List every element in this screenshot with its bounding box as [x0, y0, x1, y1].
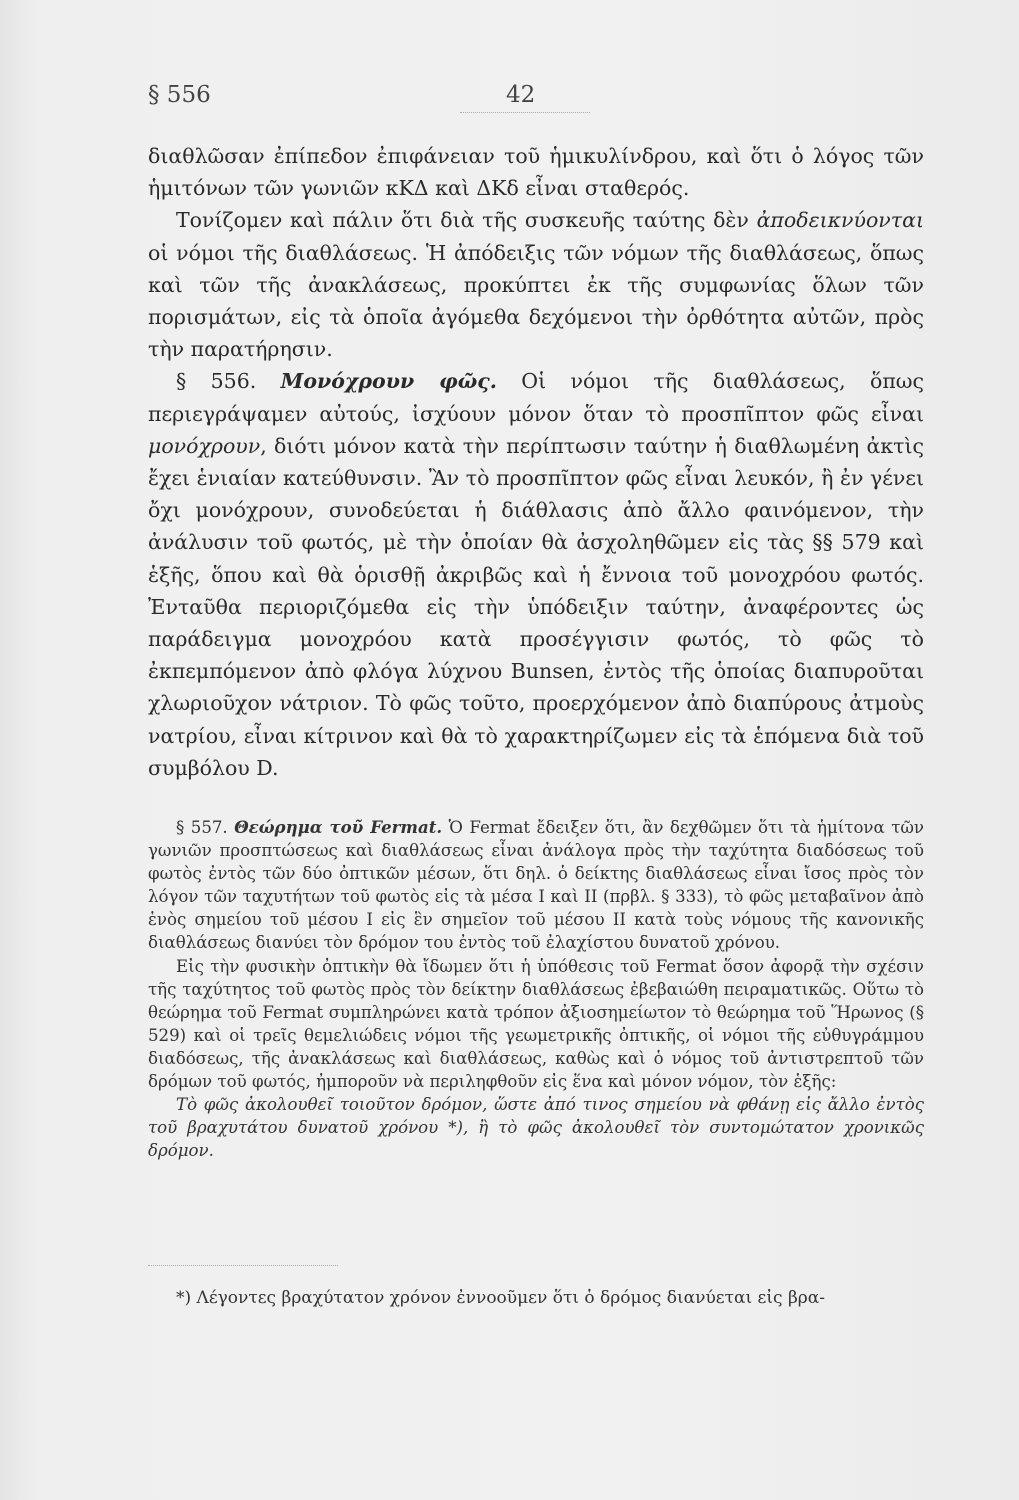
- footnote: [148, 1286, 924, 1310]
- section-556-number: § 556.: [176, 369, 281, 394]
- header-rule: [460, 112, 590, 113]
- footnote-text: *) Λέγοντες βραχύτατον χρόνον ἐννοοῦμεν ὅτι ὁ δρόμος διανύεται εἰς βρα-: [176, 1288, 825, 1308]
- paragraph-2-start: Τονίζομεν καὶ πάλιν ὅτι διὰ τῆς συσκευῆς ταύτης δὲν: [176, 208, 757, 233]
- footnote-rule: [148, 1265, 338, 1266]
- page-number: 42: [506, 82, 536, 108]
- paragraph-2: [148, 204, 924, 365]
- section-557-number: § 557.: [176, 818, 235, 837]
- section-556-title: Μονόχρουν φῶς.: [280, 369, 497, 394]
- main-text: [148, 140, 924, 784]
- paragraph-1: διαθλῶσαν ἐπίπεδον ἐπιφάνειαν τοῦ ἡμικυλίνδρου, καὶ ὅτι ὁ λόγος τῶν ἡμιτόνων τῶν γωνιῶν κΚΔ καὶ ΔΚδ εἶναι σταθερός.: [148, 144, 924, 201]
- fermat-principle-quote: Τὸ φῶς ἀκολουθεῖ τοιοῦτον δρόμον, ὥστε ἀπό τινος σημείου νὰ φθάνῃ εἰς ἄλλο ἐντὸς τοῦ βραχυτάτου δυνατοῦ χρόνου *), ἢ τὸ φῶς ἀκολουθεῖ τὸν συντομώτατον χρονικῶς δρόμον.: [148, 1095, 924, 1161]
- paragraph-2-emphasis: ἀποδεικνύονται: [756, 208, 924, 233]
- section-mark: § 556: [148, 82, 211, 108]
- section-556-rest: , διότι μόνον κατὰ τὴν περίπτωσιν ταύτην ἡ διαθλωμένη ἀκτὶς ἔχει ἑνιαίαν κατεύθυνσιν. Ἂν τὸ προσπῖπτον φῶς εἶναι λευκόν, ἢ ἐν γένει ὄχι μονόχρουν, συνοδεύεται ἡ διάθλασις ἀπὸ ἄλλο φαινόμενον, τὴν ἀνάλυσιν τοῦ φωτός, μὲ τὴν ὁποίαν θὰ ἀσχοληθῶμεν εἰς τὰς §§ 579 καὶ ἑξῆς, ὅπου καὶ θὰ ὁρισθῇ ἀκριβῶς καὶ ἡ ἔννοια τοῦ μονοχρόου φωτός. Ἐνταῦθα περιοριζόμεθα εἰς τὴν ὑπόδειξιν ταύτην, ἀναφέροντες ὡς παράδειγμα μονοχρόου κατὰ προσέγγισιν φωτός, τὸ φῶς τὸ ἐκπεμπόμενον ἀπὸ φλόγα λύχνου Bunsen, ἐντὸς τῆς ὁποίας διαπυροῦται χλωριοῦχον νάτριον. Τὸ φῶς τοῦτο, προερχόμενον ἀπὸ διαπύρους ἀτμοὺς νατρίου, εἶναι κίτρινον καὶ θὰ τὸ χαρακτηρίζωμεν εἰς τὰ ἑπόμενα διὰ τοῦ συμβόλου D.: [148, 433, 924, 780]
- section-556-emphasis: μονόχρουν: [148, 433, 261, 458]
- section-557-paragraph: [148, 816, 924, 955]
- section-557-text: Ὁ Fermat ἔδειξεν ὅτι, ἂν δεχθῶμεν ὅτι τὰ ἡμίτονα τῶν γωνιῶν προσπτώσεως καὶ διαθλάσεως εἶναι ἀνάλογα πρὸς τὴν ταχύτητα διαδόσεως τοῦ φωτὸς ἐντὸς τῶν δύο ὀπτικῶν μέσων, ὅτι δηλ. ὁ δείκτης διαθλάσεως εἶναι ἴσος πρὸς τὸν λόγον τῶν ταχυτήτων τοῦ φωτὸς εἰς τὰ μέσα Ι καὶ ΙΙ (πρβλ. § 333), τὸ φῶς μεταβαῖνον ἀπὸ ἑνὸς σημείου τοῦ μέσου Ι εἰς ἓν σημεῖον τοῦ μέσου ΙΙ κατὰ τοὺς νόμους τῆς κανονικῆς διαθλάσεως διανύει τὸν δρόμον του ἐντὸς τοῦ ἐλαχίστου δυνατοῦ χρόνου.: [148, 818, 924, 953]
- fermat-paragraph: Εἰς τὴν φυσικὴν ὀπτικὴν θὰ ἴδωμεν ὅτι ἡ ὑπόθεσις τοῦ Fermat ὅσον ἀφορᾷ τὴν σχέσιν τῆς ταχύτητος τοῦ φωτὸς πρὸς τὸν δείκτην διαθλάσεως ἐβεβαιώθη πειραματικῶς. Οὕτω τὸ θεώρημα τοῦ Fermat συμπληρώνει κατὰ τρόπον ἀξιοσημείωτον τὸ θεώρημα τοῦ Ἥρωνος (§ 529) καὶ οἱ τρεῖς θεμελιώδεις νόμοι τῆς γεωμετρικῆς ὀπτικῆς, οἱ νόμοι τῆς εὐθυγράμμου διαδόσεως, τῆς ἀνακλάσεως καὶ διαθλάσεως, καθὼς καὶ ὁ νόμος τοῦ ἀντιστρεπτοῦ τῶν δρόμων τοῦ φωτός, ἠμποροῦν νὰ περιληφθοῦν εἰς ἕνα καὶ μόνον νόμον, τὸν ἑξῆς:: [148, 956, 924, 1092]
- small-print-text: [148, 816, 924, 1162]
- section-556-start: Οἱ νόμοι τῆς διαθλάσεως, ὅπως περιεγράψαμεν αὐτούς, ἰσχύουν μόνον ὅταν τὸ προσπῖπτον φῶς εἶναι: [148, 369, 925, 426]
- page-header: [148, 82, 928, 116]
- section-557-title: Θεώρημα τοῦ Fermat.: [234, 817, 443, 837]
- paragraph-2-rest: οἱ νόμοι τῆς διαθλάσεως. Ἡ ἀπόδειξις τῶν νόμων τῆς διαθλάσεως, ὅπως καὶ τῶν τῆς ἀνακλάσεως, προκύπτει ἐκ τῆς συμφωνίας ὅλων τῶν πορισμάτων, εἰς τὰ ὁποῖα ἀγόμεθα δεχόμενοι τὴν ὀρθότητα αὐτῶν, πρὸς τὴν παρατήρησιν.: [148, 240, 924, 362]
- section-556-paragraph: [148, 365, 924, 784]
